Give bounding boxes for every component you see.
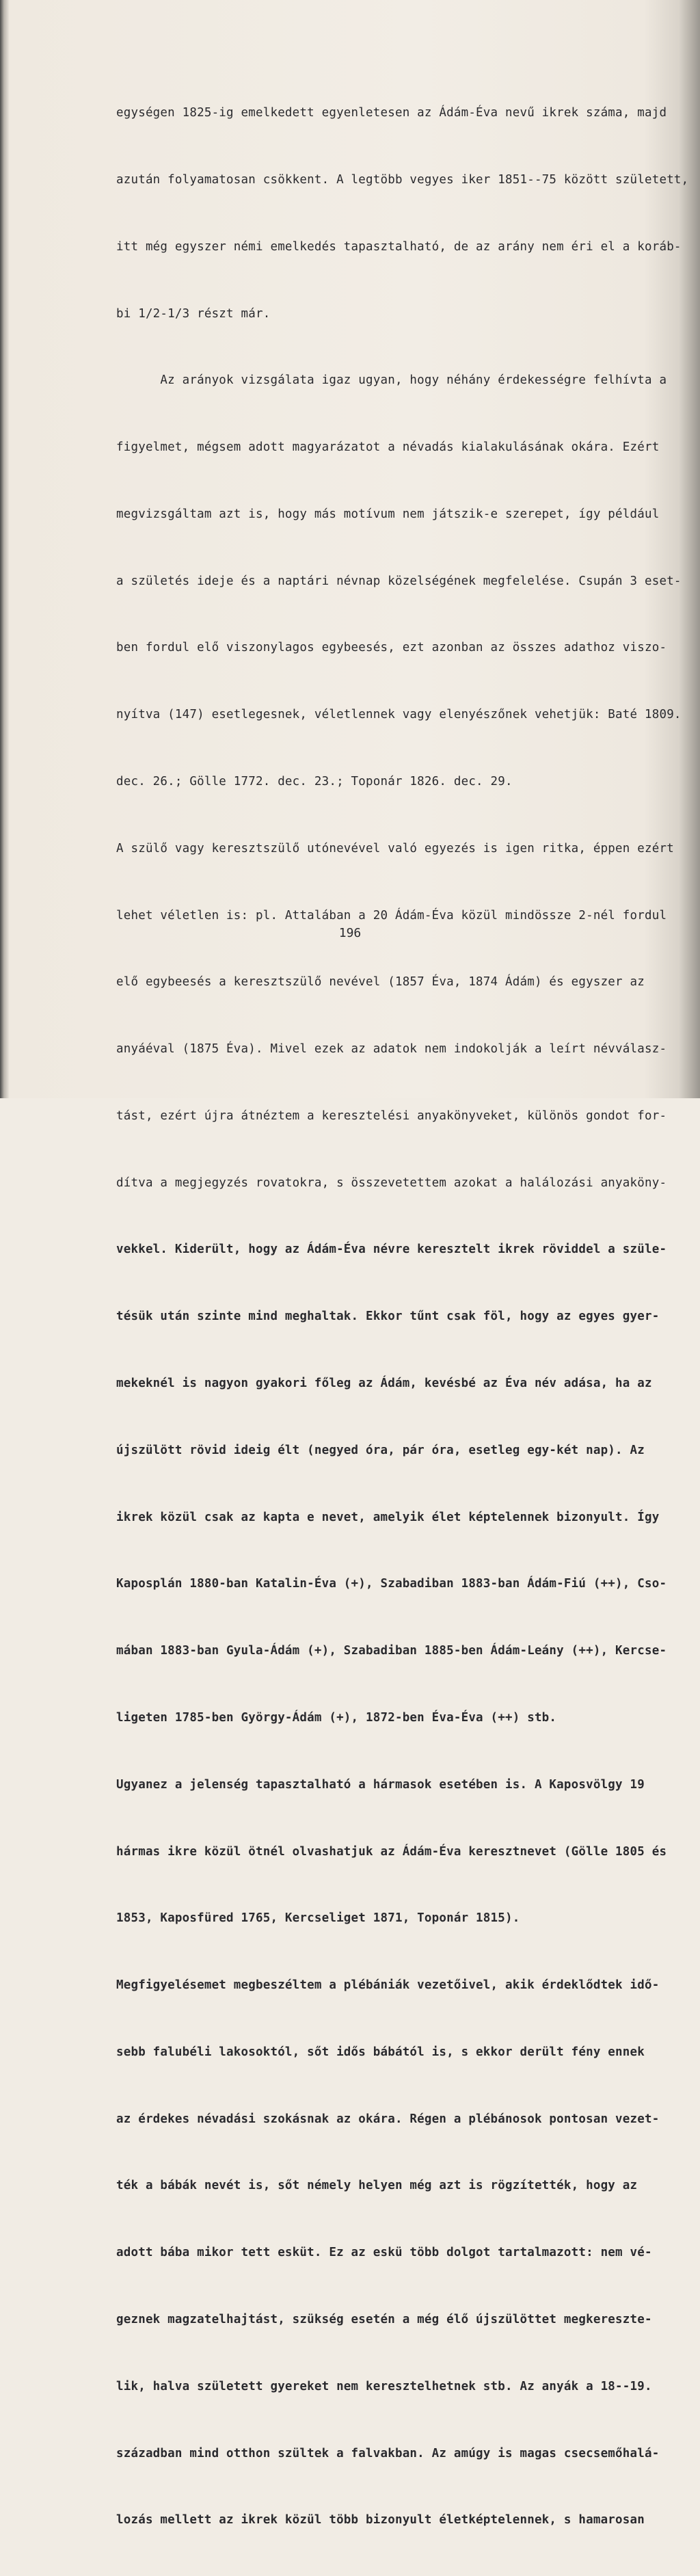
text-line: azután folyamatosan csökkent. A legtöbb vegyes iker 1851--75 között született, bbox=[116, 172, 689, 187]
text-line: Az arányok vizsgálata igaz ugyan, hogy néhány érdekességre felhívta a bbox=[116, 373, 667, 388]
text-line: elő egybeesés a keresztszülő nevével (1857 Éva, 1874 Ádám) és egyszer az bbox=[116, 975, 645, 990]
text-line: az érdekes névadási szokásnak az okára. Régen a plébánosok pontosan vezet- bbox=[116, 2112, 660, 2126]
text-line: hármas ikre közül ötnél olvashatjuk az Ádám-Éva keresztnevet (Gölle 1805 és bbox=[116, 1844, 667, 1859]
text-line: tésük után szinte mind meghaltak. Ekkor tűnt csak föl, hogy az egyes gyer- bbox=[116, 1310, 660, 1324]
text-line: 1853, Kaposfüred 1765, Kercseliget 1871, Toponár 1815). bbox=[116, 1911, 520, 1926]
text-line: anyáéval (1875 Éva). Mivel ezek az adatok nem indokolják a leírt névválasz- bbox=[116, 1042, 667, 1057]
text-line: sebb falubéli lakosoktól, sőt idős bábától is, s ekkor derült fény ennek bbox=[116, 2045, 645, 2059]
body-text bbox=[116, 57, 689, 2576]
text-line: ték a bábák nevét is, sőt némely helyen még azt is rögzítették, hogy az bbox=[116, 2179, 638, 2193]
text-line: tást, ezért újra átnéztem a keresztelési anyakönyveket, különös gondot for- bbox=[116, 1108, 667, 1123]
text-line: a születés ideje és a naptári névnap közelségének megfelelése. Csupán 3 eset- bbox=[116, 574, 682, 588]
text-line: ligeten 1785-ben György-Ádám (+), 1872-ben Éva-Éva (++) stb. bbox=[116, 1710, 557, 1725]
text-line: Ugyanez a jelenség tapasztalható a hármasok esetében is. A Kaposvölgy 19 bbox=[116, 1777, 645, 1792]
text-line: itt még egyszer némi emelkedés tapasztalható, de az arány nem éri el a koráb- bbox=[116, 239, 682, 254]
text-line: vekkel. Kiderült, hogy az Ádám-Éva névre keresztelt ikrek röviddel a szüle- bbox=[116, 1243, 667, 1257]
text-line: adott bába mikor tett esküt. Ez az eskü több dolgot tartalmazott: nem vé- bbox=[116, 2246, 652, 2260]
text-line: nyítva (147) esetlegesnek, véletlennek vagy elenyészőnek vehetjük: Baté 1809. bbox=[116, 708, 682, 722]
text-line: újszülött rövid ideig élt (negyed óra, pár óra, esetleg egy-két nap). Az bbox=[116, 1443, 645, 1457]
text-line: dec. 26.; Gölle 1772. dec. 23.; Toponár 1826. dec. 29. bbox=[116, 775, 513, 788]
text-line: megvizsgáltam azt is, hogy más motívum nem játszik-e szerepet, így például bbox=[116, 507, 660, 521]
text-line: Megfigyelésemet megbeszéltem a plébániák vezetőivel, akik érdeklődtek idő- bbox=[116, 1978, 660, 1993]
text-line: lik, halva született gyereket nem keresztelhetnek stb. Az anyák a 18--19. bbox=[116, 2379, 652, 2393]
text-line: ben fordul elő viszonylagos egybeesés, ezt azonban az összes adathoz viszo- bbox=[116, 641, 667, 655]
text-line: lehet véletlen is: pl. Attalában a 20 Ádám-Éva közül mindössze 2-nél fordul bbox=[116, 908, 667, 922]
text-line: egységen 1825-ig emelkedett egyenletesen az Ádám-Éva nevű ikrek száma, majd bbox=[116, 106, 667, 120]
text-line: geznek magzatelhajtást, szükség esetén a még élő újszülöttet megkereszte- bbox=[116, 2312, 652, 2326]
text-line: figyelmet, mégsem adott magyarázatot a névadás kialakulásának okára. Ezért bbox=[116, 440, 660, 455]
text-line: ikrek közül csak az kapta e nevet, amelyik élet képtelennek bizonyult. Így bbox=[116, 1510, 660, 1524]
text-line: lozás mellett az ikrek közül több bizonyult életképtelennek, s hamarosan bbox=[116, 2513, 645, 2527]
text-line: Kaposplán 1880-ban Katalin-Éva (+), Szabadiban 1883-ban Ádám-Fiú (++), Cso- bbox=[116, 1577, 667, 1591]
text-line: mában 1883-ban Gyula-Ádám (+), Szabadiban 1885-ben Ádám-Leány (++), Kercse- bbox=[116, 1644, 667, 1658]
text-line: A szülő vagy keresztszülő utónevével való egyezés is igen ritka, éppen ezért bbox=[116, 841, 674, 855]
text-line: bi 1/2-1/3 részt már. bbox=[116, 306, 271, 321]
text-line: században mind otthon szültek a falvakban. Az amúgy is magas csecsemőhalá- bbox=[116, 2446, 660, 2460]
text-line: dítva a megjegyzés rovatokra, s összevetettem azokat a halálozási anyaköny- bbox=[116, 1176, 667, 1190]
text-line: mekeknél is nagyon gyakori főleg az Ádám, kevésbé az Éva név adása, ha az bbox=[116, 1377, 652, 1391]
page-number: 196 bbox=[338, 926, 362, 940]
